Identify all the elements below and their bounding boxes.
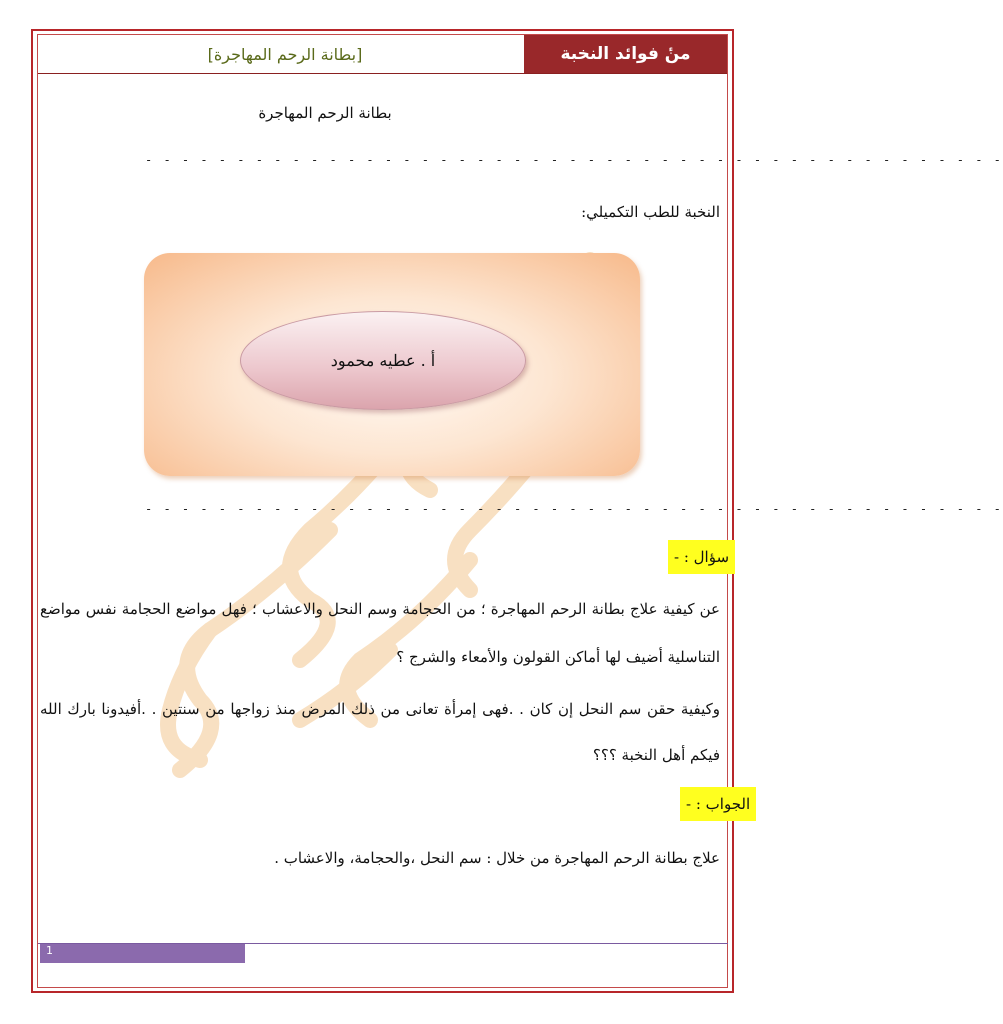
question-line-2: التناسلية أضيف لها أماكن القولون والأمعاء والشرج ؟ xyxy=(396,648,720,666)
header-title: [بطانة الرحم المهاجرة] xyxy=(207,44,363,64)
document-subtitle: النخبة للطب التكميلي: xyxy=(581,203,720,221)
question-label: سؤال : - xyxy=(668,540,735,574)
document-title: بطانة الرحم المهاجرة xyxy=(258,104,392,122)
question-line-4: فيكم أهل النخبة ؟؟؟ xyxy=(592,746,720,764)
answer-label: الجواب : - xyxy=(680,787,756,821)
author-name: أ . عطيه محمود xyxy=(330,351,436,370)
dashed-divider-bottom: - - - - - - - - - - - - - - - - - - - - - - - - - - - - - - - - - - - - - - - - - - - - - - - xyxy=(145,502,1003,516)
header-brand: منٔ فوائد النخبة xyxy=(524,35,727,73)
question-line-3: وكيفية حقن سم النحل إن كان . .فهى إمرأة تعانى من ذلك المرض منذ زواجها من سنتين . .أفيدونا بارك الله xyxy=(40,700,720,718)
question-line-1: عن كيفية علاج بطانة الرحم المهاجرة ؛ من الحجامة وسم النحل والاعشاب ؛ فهل مواضع الحجامة نفس مواضع xyxy=(40,600,720,618)
author-oval xyxy=(240,311,526,410)
dashed-divider-top: - - - - - - - - - - - - - - - - - - - - - - - - - - - - - - - - - - - - - - - - - - - - - - - xyxy=(145,153,1003,167)
answer-line: علاج بطانة الرحم المهاجرة من خلال : سم النحل ،والحجامة، والاعشاب . xyxy=(274,849,720,867)
page-number: 1 xyxy=(40,944,245,963)
